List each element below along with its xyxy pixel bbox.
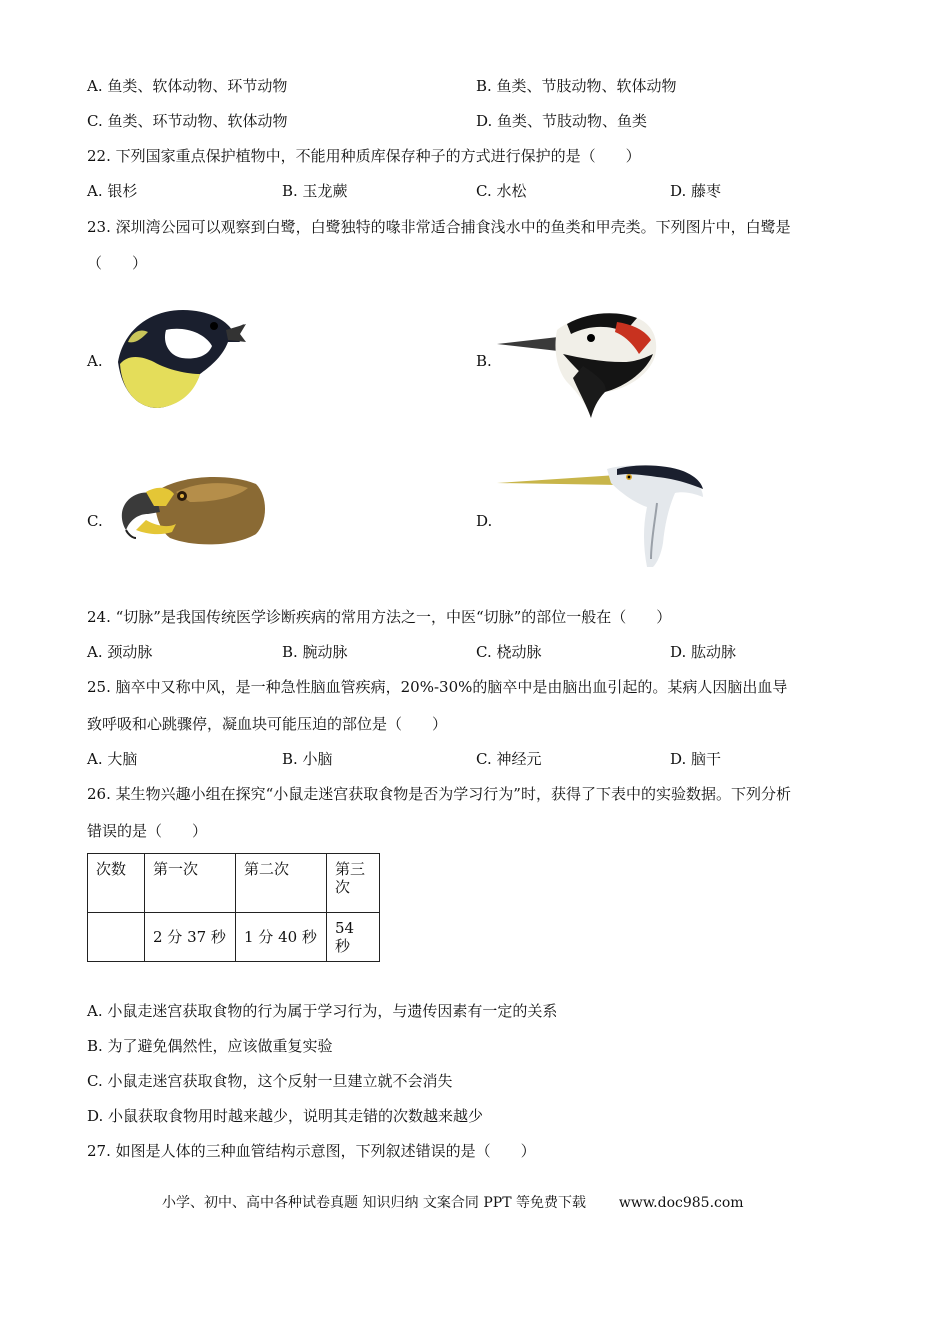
- eagle-head-image: [116, 472, 271, 552]
- table-cell: [88, 913, 145, 962]
- heron-head-image: [497, 463, 707, 568]
- q26-stem-line2: 错误的是（ ）: [87, 822, 208, 840]
- table-header-cell: 第三次: [327, 854, 380, 913]
- q21-option-a: A. 鱼类、软体动物、环节动物: [87, 77, 288, 95]
- q26-option-a: A. 小鼠走迷宫获取食物的行为属于学习行为，与遗传因素有一定的关系: [87, 1002, 558, 1020]
- q23-option-a-label: A.: [87, 352, 103, 370]
- q25-stem-line1: 25. 脑卒中又称中风，是一种急性脑血管疾病，20%-30%的脑卒中是由脑出血引起的。某病人因脑出血导: [87, 678, 788, 696]
- q21-option-c: C. 鱼类、环节动物、软体动物: [87, 112, 288, 130]
- q26-stem-line1: 26. 某生物兴趣小组在探究“小鼠走迷宫获取食物是否为学习行为”时，获得了下表中的实验数据。下列分析: [87, 785, 791, 803]
- q22-option-c: C. 水松: [476, 182, 527, 200]
- table-header-cell: 第二次: [236, 854, 327, 913]
- footer-text: 小学、初中、高中各种试卷真题 知识归纳 文案合同 PPT 等免费下载: [162, 1195, 586, 1211]
- q24-option-d: D. 肱动脉: [670, 643, 737, 661]
- table-cell: 1 分 40 秒: [236, 913, 327, 962]
- q23-option-d-label: D.: [476, 512, 493, 530]
- q24-option-c: C. 桡动脉: [476, 643, 542, 661]
- q21-option-d: D. 鱼类、节肢动物、鱼类: [476, 112, 648, 130]
- footer-url-link[interactable]: www.doc985.com: [618, 1195, 744, 1211]
- q25-option-b: B. 小脑: [282, 750, 333, 768]
- q23-stem-line2: （ ）: [87, 254, 148, 272]
- q25-option-a: A. 大脑: [87, 750, 138, 768]
- q26-option-c: C. 小鼠走迷宫获取食物，这个反射一旦建立就不会消失: [87, 1072, 453, 1090]
- q25-option-c: C. 神经元: [476, 750, 542, 768]
- q22-stem: 22. 下列国家重点保护植物中，不能用种质库保存种子的方式进行保护的是（ ）: [87, 147, 641, 165]
- table-row: [88, 913, 380, 962]
- table-cell: 2 分 37 秒: [145, 913, 236, 962]
- q24-option-a: A. 颈动脉: [87, 643, 153, 661]
- q27-stem: 27. 如图是人体的三种血管结构示意图，下列叙述错误的是（ ）: [87, 1142, 536, 1160]
- page-footer: [162, 1192, 744, 1212]
- table-cell: 54 秒: [327, 913, 380, 962]
- table-header-cell: 第一次: [145, 854, 236, 913]
- q22-option-b: B. 玉龙蕨: [282, 182, 348, 200]
- tit-head-image: [108, 302, 248, 412]
- q22-option-d: D. 藤枣: [670, 182, 722, 200]
- q23-option-c-label: C.: [87, 512, 103, 530]
- q22-option-a: A. 银杉: [87, 182, 138, 200]
- q23-stem-line1: 23. 深圳湾公园可以观察到白鹭，白鹭独特的喙非常适合捕食浅水中的鱼类和甲壳类。下列图片中，白鹭是: [87, 218, 791, 236]
- maze-data-table: [87, 853, 380, 962]
- q25-stem-line2: 致呼吸和心跳骤停，凝血块可能压迫的部位是（ ）: [87, 715, 448, 733]
- q21-option-b: B. 鱼类、节肢动物、软体动物: [476, 77, 677, 95]
- q24-stem: 24. “切脉”是我国传统医学诊断疾病的常用方法之一，中医“切脉”的部位一般在（ ）: [87, 608, 672, 626]
- q23-option-b-label: B.: [476, 352, 492, 370]
- table-header-row: [88, 854, 380, 913]
- q26-option-b: B. 为了避免偶然性，应该做重复实验: [87, 1037, 333, 1055]
- q26-option-d: D. 小鼠获取食物用时越来越少，说明其走错的次数越来越少: [87, 1107, 484, 1125]
- q25-option-d: D. 脑干: [670, 750, 722, 768]
- woodpecker-head-image: [497, 310, 662, 420]
- table-header-cell: 次数: [88, 854, 145, 913]
- q24-option-b: B. 腕动脉: [282, 643, 348, 661]
